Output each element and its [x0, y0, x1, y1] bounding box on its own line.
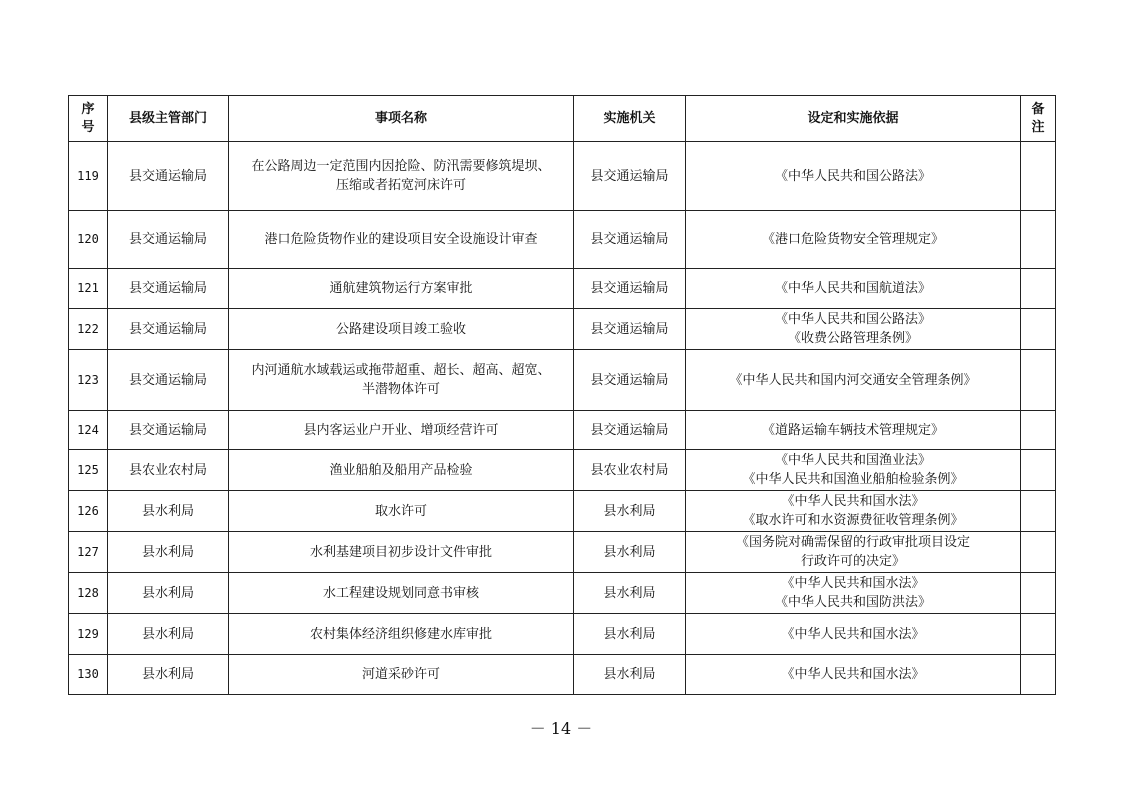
cell-legal-basis-line: 《中华人民共和国渔业船舶检验条例》 — [742, 472, 964, 487]
cell-legal-basis-line: 《中华人民共和国渔业法》 — [774, 453, 931, 468]
cell-remarks — [1021, 532, 1056, 573]
cell-serial-number: 119 — [69, 142, 108, 211]
cell-legal-basis — [686, 142, 1021, 211]
cell-remarks — [1021, 309, 1056, 350]
table-header-row — [69, 96, 1056, 142]
table-row — [69, 269, 1056, 309]
cell-item-name — [229, 655, 574, 695]
cell-serial-number: 121 — [69, 269, 108, 309]
cell-implementing-agency: 县交通运输局 — [574, 211, 686, 269]
cell-item-name-line: 水利基建项目初步设计文件审批 — [309, 544, 492, 560]
cell-remarks — [1021, 269, 1056, 309]
cell-item-name — [229, 350, 574, 411]
cell-legal-basis-line: 行政许可的决定》 — [800, 554, 905, 569]
cell-item-name-line: 压缩或者拓宽河床许可 — [335, 178, 466, 193]
cell-legal-basis — [686, 269, 1021, 309]
cell-item-name-line: 港口危险货物作业的建设项目安全设施设计审查 — [264, 232, 538, 247]
cell-legal-basis — [686, 350, 1021, 411]
cell-implementing-agency: 县交通运输局 — [574, 411, 686, 450]
cell-implementing-agency: 县水利局 — [574, 655, 686, 695]
table-row — [69, 411, 1056, 450]
cell-legal-basis-line: 《中华人民共和国防洪法》 — [774, 595, 931, 610]
table-row — [69, 450, 1056, 491]
cell-remarks — [1021, 573, 1056, 614]
cell-legal-basis — [686, 573, 1021, 614]
cell-legal-basis — [686, 309, 1021, 350]
cell-item-name-line: 县内客运业户开业、增项经营许可 — [303, 422, 499, 438]
cell-legal-basis — [686, 614, 1021, 655]
cell-department: 县水利局 — [108, 532, 229, 573]
cell-item-name — [229, 491, 574, 532]
cell-implementing-agency: 县交通运输局 — [574, 309, 686, 350]
cell-item-name-line: 渔业船舶及船用产品检验 — [329, 462, 473, 478]
cell-remarks — [1021, 655, 1056, 695]
cell-legal-basis — [686, 655, 1021, 695]
cell-item-name — [229, 614, 574, 655]
cell-legal-basis-line: 《中华人民共和国公路法》 — [774, 168, 931, 184]
cell-serial-number: 129 — [69, 614, 108, 655]
cell-remarks — [1021, 491, 1056, 532]
cell-item-name — [229, 411, 574, 450]
cell-department: 县交通运输局 — [108, 411, 229, 450]
table-row — [69, 309, 1056, 350]
cell-implementing-agency: 县交通运输局 — [574, 350, 686, 411]
cell-department: 县交通运输局 — [108, 309, 229, 350]
cell-remarks — [1021, 614, 1056, 655]
cell-item-name — [229, 450, 574, 491]
cell-department: 县交通运输局 — [108, 211, 229, 269]
cell-item-name — [229, 573, 574, 614]
page-number: － 14 － — [529, 719, 593, 738]
cell-implementing-agency: 县水利局 — [574, 614, 686, 655]
cell-legal-basis — [686, 411, 1021, 450]
table-body — [69, 142, 1056, 695]
cell-legal-basis — [686, 532, 1021, 573]
cell-item-name-line: 取水许可 — [374, 503, 427, 519]
table-row — [69, 350, 1056, 411]
table-row — [69, 142, 1056, 211]
cell-remarks — [1021, 142, 1056, 211]
cell-remarks — [1021, 211, 1056, 269]
table-row — [69, 211, 1056, 269]
cell-item-name-line: 半潜物体许可 — [361, 382, 440, 397]
cell-serial-number: 122 — [69, 309, 108, 350]
cell-legal-basis-line: 《取水许可和水资源费征收管理条例》 — [742, 513, 964, 528]
cell-item-name-line: 公路建设项目竣工验收 — [335, 321, 466, 337]
cell-department: 县交通运输局 — [108, 350, 229, 411]
cell-serial-number: 130 — [69, 655, 108, 695]
cell-item-name-line: 在公路周边一定范围内因抢险、防汛需要修筑堤坝、 — [251, 159, 551, 174]
cell-department: 县交通运输局 — [108, 142, 229, 211]
cell-legal-basis-line: 《中华人民共和国航道法》 — [774, 281, 931, 296]
cell-implementing-agency: 县水利局 — [574, 573, 686, 614]
cell-item-name — [229, 269, 574, 309]
header-department: 县级主管部门 — [108, 96, 229, 142]
header-serial-number: 序 号 — [69, 96, 108, 142]
cell-department: 县水利局 — [108, 655, 229, 695]
cell-legal-basis — [686, 450, 1021, 491]
header-remarks: 备 注 — [1021, 96, 1056, 142]
cell-legal-basis-line: 《港口危险货物安全管理规定》 — [761, 232, 944, 247]
cell-legal-basis-line: 《国务院对确需保留的行政审批项目设定 — [735, 535, 970, 550]
cell-item-name — [229, 211, 574, 269]
cell-legal-basis — [686, 491, 1021, 532]
table-row — [69, 532, 1056, 573]
cell-remarks — [1021, 411, 1056, 450]
cell-item-name-line: 河道采砂许可 — [361, 667, 440, 682]
cell-implementing-agency: 县水利局 — [574, 532, 686, 573]
cell-legal-basis-line: 《收费公路管理条例》 — [787, 331, 918, 346]
cell-implementing-agency: 县交通运输局 — [574, 142, 686, 211]
cell-legal-basis-line: 《中华人民共和国公路法》 — [774, 312, 931, 327]
cell-department: 县交通运输局 — [108, 269, 229, 309]
cell-remarks — [1021, 450, 1056, 491]
table-row — [69, 614, 1056, 655]
table-row — [69, 573, 1056, 614]
cell-serial-number: 128 — [69, 573, 108, 614]
cell-legal-basis — [686, 211, 1021, 269]
header-item-name: 事项名称 — [229, 96, 574, 142]
cell-item-name — [229, 309, 574, 350]
cell-department: 县水利局 — [108, 614, 229, 655]
cell-serial-number: 124 — [69, 411, 108, 450]
cell-item-name-line: 水工程建设规划同意书审核 — [322, 585, 479, 601]
cell-implementing-agency: 县农业农村局 — [574, 450, 686, 491]
cell-item-name-line: 通航建筑物运行方案审批 — [329, 281, 473, 296]
cell-item-name-line: 农村集体经济组织修建水库审批 — [309, 626, 492, 642]
cell-implementing-agency: 县交通运输局 — [574, 269, 686, 309]
cell-serial-number: 125 — [69, 450, 108, 491]
cell-serial-number: 123 — [69, 350, 108, 411]
header-implementing-agency: 实施机关 — [574, 96, 686, 142]
cell-legal-basis-line: 《道路运输车辆技术管理规定》 — [761, 422, 944, 438]
table-row — [69, 655, 1056, 695]
cell-item-name — [229, 532, 574, 573]
cell-serial-number: 126 — [69, 491, 108, 532]
approval-items-table — [68, 95, 1056, 695]
cell-legal-basis-line: 《中华人民共和国水法》 — [781, 626, 925, 642]
cell-item-name-line: 内河通航水域载运或拖带超重、超长、超高、超宽、 — [251, 363, 551, 378]
cell-serial-number: 127 — [69, 532, 108, 573]
cell-implementing-agency: 县水利局 — [574, 491, 686, 532]
cell-department: 县农业农村局 — [108, 450, 229, 491]
cell-legal-basis-line: 《中华人民共和国水法》 — [781, 667, 925, 682]
cell-legal-basis-line: 《中华人民共和国水法》 — [781, 494, 925, 509]
header-legal-basis: 设定和实施依据 — [686, 96, 1021, 142]
cell-department: 县水利局 — [108, 573, 229, 614]
cell-legal-basis-line: 《中华人民共和国内河交通安全管理条例》 — [729, 372, 977, 388]
cell-department: 县水利局 — [108, 491, 229, 532]
cell-remarks — [1021, 350, 1056, 411]
cell-serial-number: 120 — [69, 211, 108, 269]
cell-item-name — [229, 142, 574, 211]
table-row — [69, 491, 1056, 532]
cell-legal-basis-line: 《中华人民共和国水法》 — [781, 576, 925, 591]
